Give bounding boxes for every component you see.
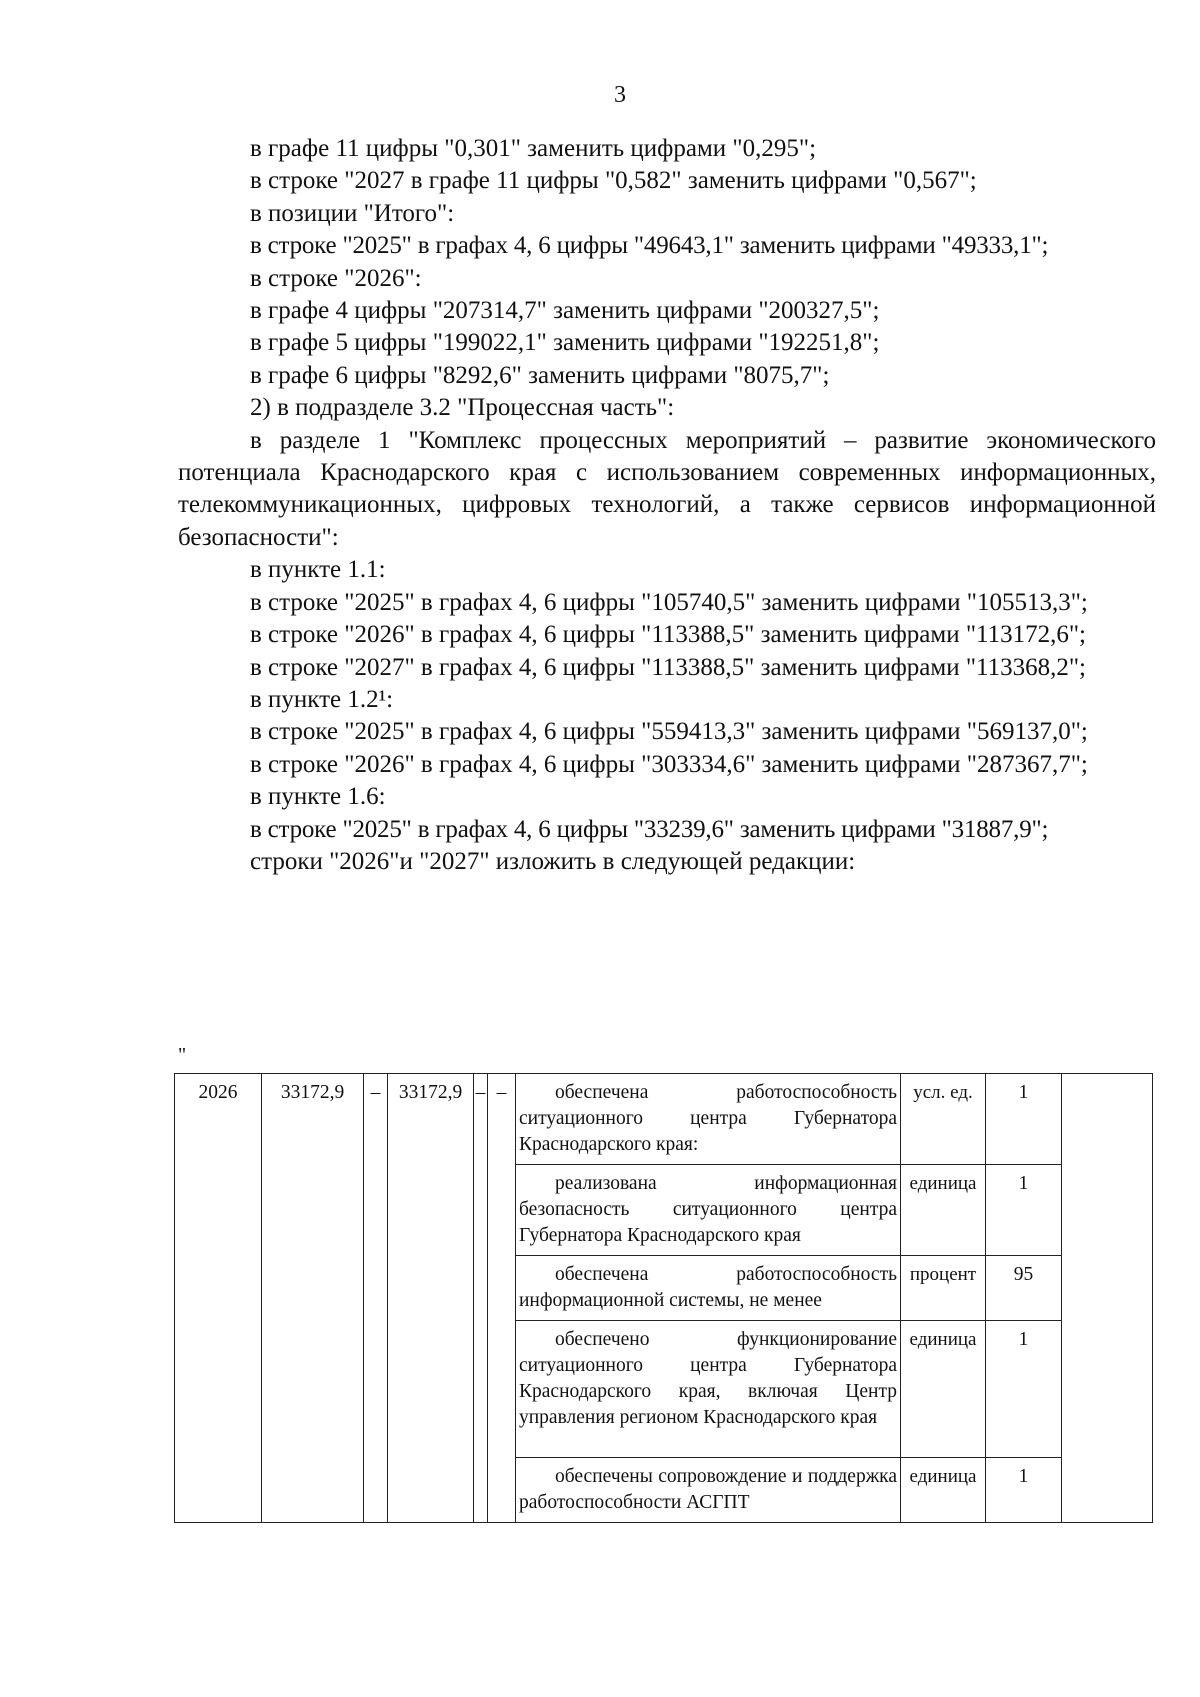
paragraph: в позиции "Итого": (250, 199, 455, 227)
federal-cell: – (364, 1074, 388, 1523)
paragraph: в строке "2025" в графах 4, 6 цифры "105740,5" заменить цифрами "105513,3"; (250, 588, 1088, 616)
value-cell: 1 (986, 1074, 1062, 1165)
paragraph: 2) в подразделе 3.2 "Процессная часть": (250, 394, 675, 422)
page-number: 3 (614, 82, 626, 108)
result-text: реализована информационная безопасность ситуационного центра Губернатора Краснодарского края (516, 1165, 901, 1256)
allocation-table (174, 1073, 1153, 1523)
year-cell: 2026 (175, 1074, 262, 1523)
value-cell: 1 (986, 1165, 1062, 1256)
paragraph: в строке "2026": (250, 264, 422, 292)
result-text: обеспечена работоспособность ситуационного центра Губернатора Краснодарского края: (516, 1074, 901, 1165)
unit-cell: единица (901, 1165, 986, 1256)
result-text: обеспечена работоспособность информационной системы, не менее (516, 1256, 901, 1321)
unit-cell: единица (901, 1321, 986, 1458)
table-row (175, 1074, 1153, 1165)
paragraph: в строке "2026" в графах 4, 6 цифры "303334,6" заменить цифрами "287367,7"; (250, 750, 1088, 778)
unit-cell: процент (901, 1256, 986, 1321)
extrabudget-cell: – (488, 1074, 516, 1523)
local-cell: – (474, 1074, 488, 1523)
paragraph: строки "2026"и "2027" изложить в следующей редакции: (250, 847, 856, 875)
paragraph: в разделе 1 "Комплекс процессных мероприятий – развитие экономического потенциала Краснодарского края с использованием современных информационных, телекоммуникационных, цифровых технологий, а также сервисов информационной безопасности": (178, 426, 1156, 551)
paragraph: в строке "2027" в графах 4, 6 цифры "113388,5" заменить цифрами "113368,2"; (250, 653, 1086, 681)
unit-cell: усл. ед. (901, 1074, 986, 1165)
value-cell: 95 (986, 1256, 1062, 1321)
paragraph: в пункте 1.2¹: (250, 685, 394, 713)
paragraph: в графе 6 цифры "8292,6" заменить цифрами "8075,7"; (250, 361, 830, 389)
opening-quote: " (178, 1044, 187, 1066)
paragraph: в строке "2026" в графах 4, 6 цифры "113388,5" заменить цифрами "113172,6"; (250, 621, 1086, 649)
paragraph: в строке "2027 в графе 11 цифры "0,582" заменить цифрами "0,567"; (250, 167, 977, 195)
result-text: обеспечены сопровождение и поддержка работоспособности АСГПТ (516, 1458, 901, 1523)
paragraph: в графе 11 цифры "0,301" заменить цифрами "0,295"; (250, 135, 817, 162)
value-cell: 1 (986, 1321, 1062, 1458)
executor-cell (1062, 1074, 1153, 1523)
paragraph: в строке "2025" в графах 4, 6 цифры "49643,1" заменить цифрами "49333,1"; (250, 232, 1049, 260)
amendment-text (178, 133, 1156, 878)
paragraph: в строке "2025" в графах 4, 6 цифры "33239,6" заменить цифрами "31887,9"; (250, 815, 1049, 843)
unit-cell: единица (901, 1458, 986, 1523)
paragraph: в пункте 1.6: (250, 783, 386, 811)
value-cell: 1 (986, 1458, 1062, 1523)
paragraph: в пункте 1.1: (250, 556, 386, 584)
regional-cell: 33172,9 (388, 1074, 474, 1523)
total-cell: 33172,9 (262, 1074, 364, 1523)
paragraph: в строке "2025" в графах 4, 6 цифры "559413,3" заменить цифрами "569137,0"; (250, 718, 1088, 746)
result-text: обеспечено функционирование ситуационного центра Губернатора Краснодарского края, включая Центр управления регионом Краснодарского края (516, 1321, 901, 1458)
paragraph: в графе 4 цифры "207314,7" заменить цифрами "200327,5"; (250, 297, 880, 325)
paragraph: в графе 5 цифры "199022,1" заменить цифрами "192251,8"; (250, 329, 880, 357)
